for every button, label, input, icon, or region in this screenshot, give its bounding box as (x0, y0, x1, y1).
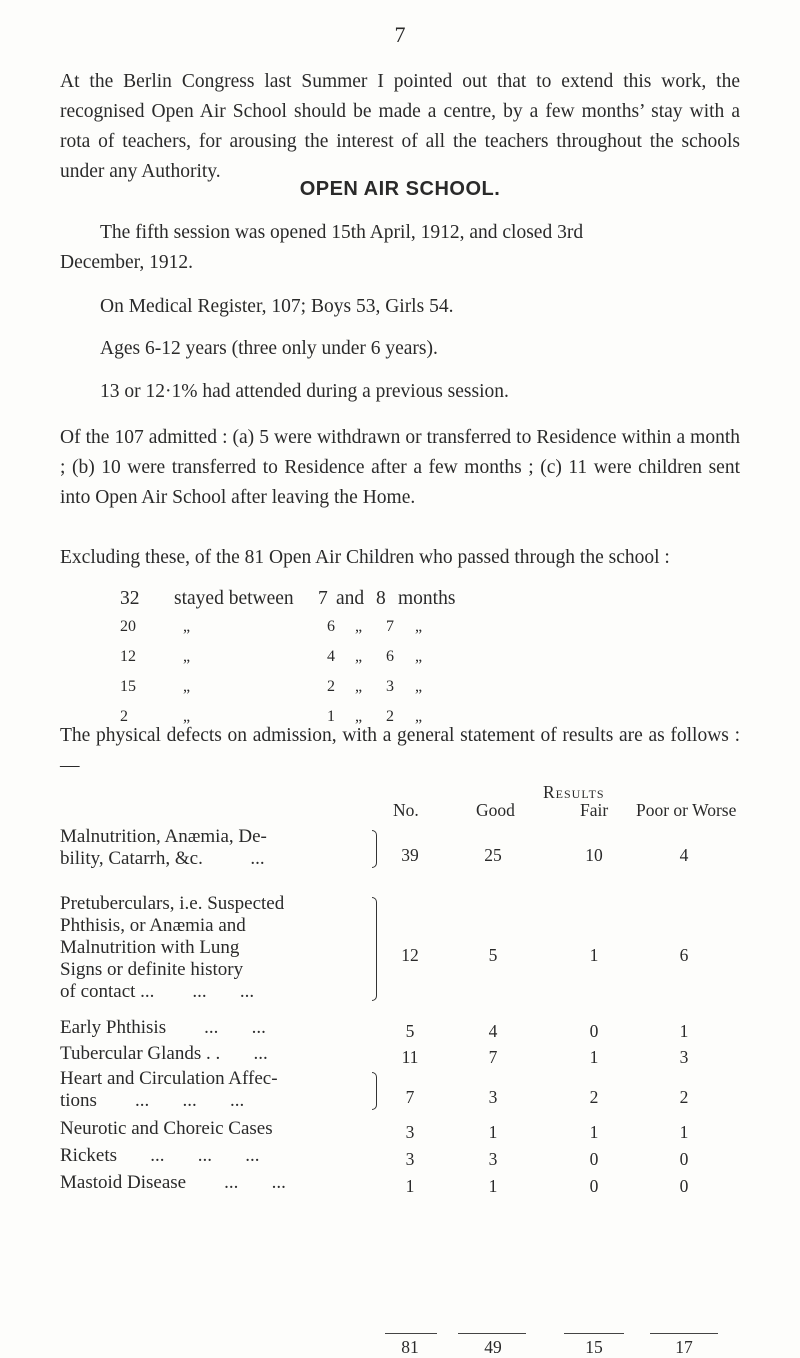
cell-poor: 1 (679, 1122, 689, 1142)
row-label-line: Malnutrition with Lung (60, 937, 240, 958)
cell-fair: 0 (589, 1149, 599, 1169)
stay-from: 2 (327, 678, 335, 695)
col-header-fair: Fair (580, 800, 609, 820)
col-header-no: No. (393, 800, 419, 820)
session-line-2: December, 1912. (60, 252, 193, 273)
cell-fair: 0 (589, 1021, 599, 1041)
stay-count: 15 (120, 678, 136, 695)
cell-poor: 1 (679, 1021, 689, 1041)
cell-fair: 0 (589, 1176, 599, 1196)
row-brace (372, 830, 377, 868)
stay-unit: „ (415, 618, 423, 635)
row-label-line: Tubercular Glands . . ... (60, 1043, 268, 1064)
row-brace (372, 1072, 377, 1110)
col-header-good: Good (476, 800, 515, 820)
col-header-poor: Poor or Worse (636, 800, 737, 820)
stay-and: „ (355, 708, 363, 725)
page-number: 7 (394, 22, 406, 47)
total-rule-fair (564, 1333, 624, 1334)
row-label-line: bility, Catarrh, &c. ... (60, 848, 265, 869)
row-label-line: Phthisis, or Anæmia and (60, 915, 246, 936)
total-rule-poor (650, 1333, 718, 1334)
cell-fair: 1 (589, 1047, 599, 1067)
total-rule-no (385, 1333, 437, 1334)
stay-and: „ (355, 618, 363, 635)
stay-count: 32 (120, 588, 140, 609)
defects-intro: The physical defects on admission, with a general statement of results are as follows :— (60, 725, 740, 776)
stay-word: „ (183, 678, 191, 695)
cell-poor: 0 (679, 1149, 689, 1169)
stay-unit: „ (415, 678, 423, 695)
stay-unit: months (398, 588, 456, 609)
cell-no: 1 (405, 1176, 415, 1196)
stay-to: 8 (376, 588, 386, 609)
row-label-line: Pretuberculars, i.e. Suspected (60, 893, 285, 914)
stay-from: 4 (327, 648, 335, 665)
admitted-paragraph: Of the 107 admitted : (a) 5 were withdrawn or transferred to Residence within a month ; (b) 10 were transferred to Residence after a few months ; (c) 11 were children sent into Open Air School after leaving the Home. (60, 427, 740, 508)
row-label-line: Neurotic and Choreic Cases (60, 1118, 273, 1139)
cell-good: 7 (488, 1047, 498, 1067)
row-label-line: Malnutrition, Anæmia, De- (60, 826, 267, 847)
cell-poor: 6 (679, 945, 689, 965)
row-label-line: of contact ... ... ... (60, 981, 255, 1002)
excluding-paragraph: Excluding these, of the 81 Open Air Children who passed through the school : (60, 547, 670, 568)
cell-good: 1 (488, 1176, 498, 1196)
stay-count: 2 (120, 708, 128, 725)
stay-word: stayed between (174, 588, 294, 609)
cell-poor: 0 (679, 1176, 689, 1196)
cell-no: 3 (405, 1122, 415, 1142)
cell-good: 25 (484, 845, 502, 865)
stay-and: „ (355, 678, 363, 695)
previous-session-line: 13 or 12·1% had attended during a previous session. (100, 381, 509, 402)
cell-fair: 2 (589, 1087, 599, 1107)
cell-fair: 1 (589, 1122, 599, 1142)
stay-from: 6 (327, 618, 335, 635)
row-label-line: Mastoid Disease ... ... (60, 1172, 286, 1193)
cell-poor: 4 (679, 845, 689, 865)
stay-from: 7 (318, 588, 328, 609)
stay-count: 12 (120, 648, 136, 665)
cell-fair: 1 (589, 945, 599, 965)
cell-good: 3 (488, 1087, 498, 1107)
section-heading: OPEN AIR SCHOOL. (299, 178, 501, 200)
stay-and: „ (355, 648, 363, 665)
stay-unit: „ (415, 648, 423, 665)
stay-count: 20 (120, 618, 136, 635)
intro-paragraph: At the Berlin Congress last Summer I pointed out that to extend this work, the recognised Open Air School should be made a centre, by a few months’ stay with a rota of teachers, for arousing the interest of all the teachers throughout the schools under any Authority. (60, 71, 740, 182)
ages-line: Ages 6-12 years (three only under 6 years). (100, 338, 438, 359)
stay-word: „ (183, 618, 191, 635)
cell-no: 39 (401, 845, 419, 865)
cell-good: 1 (488, 1122, 498, 1142)
cell-no: 3 (405, 1149, 415, 1169)
stay-from: 1 (327, 708, 335, 725)
cell-good: 4 (488, 1021, 498, 1041)
total-rule-good (458, 1333, 526, 1334)
total-poor: 17 (675, 1337, 693, 1357)
stay-to: 3 (386, 678, 394, 695)
stay-word: „ (183, 648, 191, 665)
stay-to: 6 (386, 648, 394, 665)
row-label-line: Early Phthisis ... ... (60, 1017, 266, 1038)
row-label-line: Rickets ... ... ... (60, 1145, 260, 1166)
row-label-line: tions ... ... ... (60, 1090, 245, 1111)
stay-to: 7 (386, 618, 394, 635)
cell-poor: 2 (679, 1087, 689, 1107)
results-header: Results (543, 782, 605, 802)
row-label-line: Heart and Circulation Affec- (60, 1068, 278, 1089)
total-no: 81 (401, 1337, 419, 1357)
cell-good: 3 (488, 1149, 498, 1169)
total-fair: 15 (585, 1337, 603, 1357)
cell-poor: 3 (679, 1047, 689, 1067)
cell-fair: 10 (585, 845, 603, 865)
cell-good: 5 (488, 945, 498, 965)
row-label-line: Signs or definite history (60, 959, 244, 980)
cell-no: 5 (405, 1021, 415, 1041)
session-line-1: The fifth session was opened 15th April, 1912, and closed 3rd (100, 222, 584, 243)
stay-word: „ (183, 708, 191, 725)
stay-to: 2 (386, 708, 394, 725)
stay-and: and (336, 588, 365, 609)
stay-unit: „ (415, 708, 423, 725)
cell-no: 12 (401, 945, 419, 965)
cell-no: 7 (405, 1087, 415, 1107)
total-good: 49 (484, 1337, 502, 1357)
cell-no: 11 (401, 1047, 419, 1067)
register-line: On Medical Register, 107; Boys 53, Girls 54. (100, 296, 454, 317)
row-brace (372, 897, 377, 1001)
